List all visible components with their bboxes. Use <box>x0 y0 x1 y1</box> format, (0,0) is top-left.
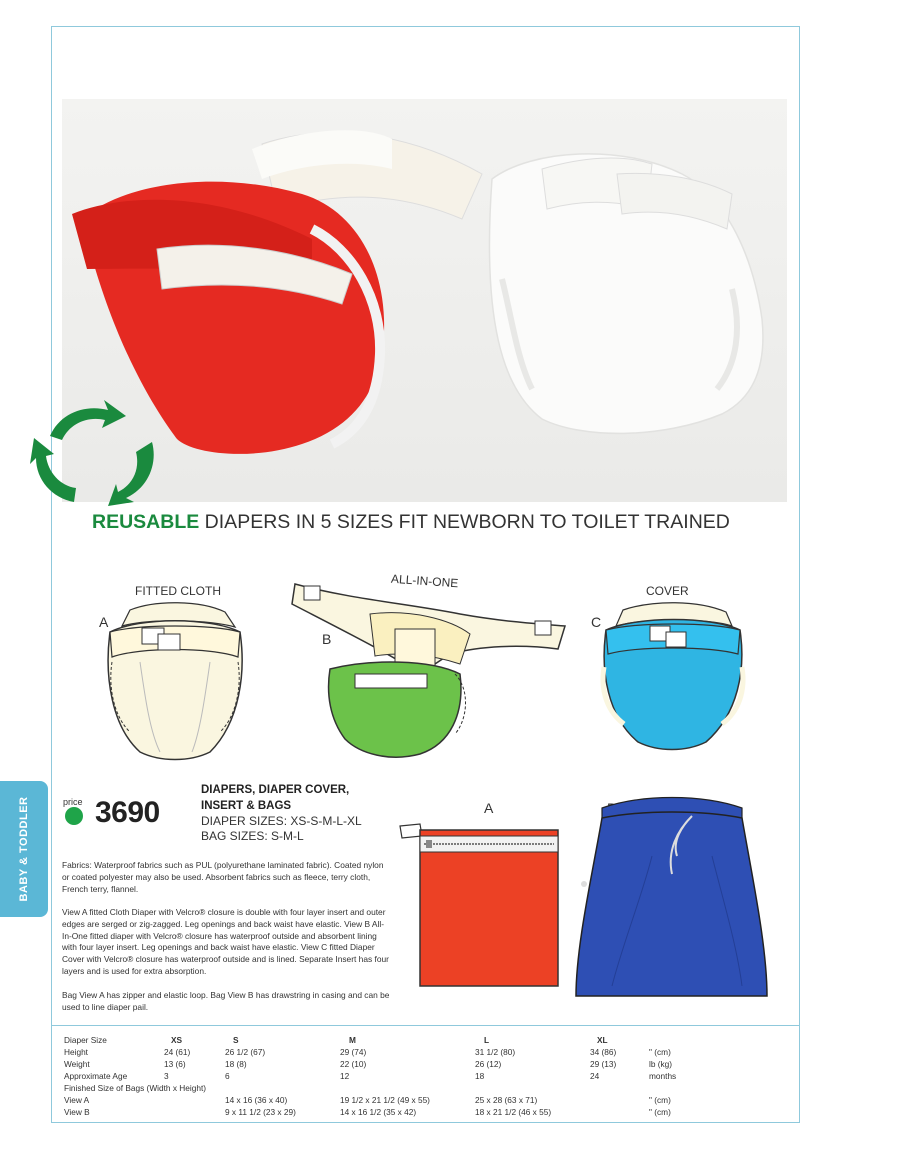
height-m: 29 (74) <box>340 1047 367 1057</box>
height-xs: 24 (61) <box>164 1047 191 1057</box>
view-b-title: ALL-IN-ONE <box>390 571 459 591</box>
category-tab-label: BABY & TODDLER <box>18 796 30 902</box>
view-a-s: 14 x 16 (36 x 40) <box>225 1095 288 1105</box>
price-label: price <box>63 797 83 807</box>
view-c-letter: C <box>591 614 602 630</box>
age-xl: 24 <box>590 1071 600 1081</box>
pattern-number: 3690 <box>95 796 160 829</box>
age-l: 18 <box>475 1071 485 1081</box>
view-b-l: 18 x 21 1/2 (46 x 55) <box>475 1107 552 1117</box>
pattern-title <box>201 782 349 814</box>
views-description: View A fitted Cloth Diaper with Velcro® closure is double with four layer insert and outer edges are serged or zig-zagged. Leg openings and back waist have elastic. View B All-In-One fitted diaper with Velcro® closure has waterproof outside and absorbent lining with four layer insert. Leg openings and back waist have elastic. View C fitted Diaper Cover with Velcro® closure has waterproof outside and is lined. Separate Insert has four layers and is used for extra absorption. <box>62 907 389 976</box>
category-tab[interactable] <box>0 781 48 917</box>
height-l: 31 1/2 (80) <box>475 1047 516 1057</box>
view-a-letter: A <box>99 614 109 630</box>
headline <box>92 511 730 534</box>
height-s: 26 1/2 (67) <box>225 1047 266 1057</box>
zipper-bag-illustration <box>398 818 563 988</box>
view-b-m: 14 x 16 1/2 (35 x 42) <box>340 1107 417 1117</box>
weight-xl: 29 (13) <box>590 1059 617 1069</box>
view-b-unit: " (cm) <box>649 1107 671 1117</box>
recycle-arrows-icon <box>30 398 158 506</box>
diaper-cover-illustration <box>598 602 748 752</box>
weight-label: Weight <box>64 1059 90 1069</box>
view-a-l: 25 x 28 (63 x 71) <box>475 1095 538 1105</box>
view-a-label: View A <box>64 1095 90 1105</box>
headline-emphasis: REUSABLE <box>92 511 200 533</box>
photo-diapers-illustration <box>62 99 787 502</box>
pattern-sizes <box>201 814 362 844</box>
fabric-description: Fabrics: Waterproof fabrics such as PUL (polyurethane laminated fabric). Coated nylon or coated polyester may also be used. Absorbent fabrics such as fleece, terry cloth, French terry, flannel. <box>62 860 384 894</box>
weight-xs: 13 (6) <box>164 1059 186 1069</box>
age-s: 6 <box>225 1071 230 1081</box>
headline-rest: DIAPERS IN 5 SIZES FIT NEWBORN TO TOILET TRAINED <box>199 511 730 533</box>
bags-description: Bag View A has zipper and elastic loop. Bag View B has drawstring in casing and can be used to line diaper pail. <box>62 990 390 1012</box>
height-unit: " (cm) <box>649 1047 671 1057</box>
age-unit: months <box>649 1071 677 1081</box>
bag-sizes: BAG SIZES: S-M-L <box>201 829 304 843</box>
view-a-title: FITTED CLOTH <box>135 584 221 598</box>
fitted-cloth-diaper-illustration <box>100 602 250 762</box>
height-xl: 34 (86) <box>590 1047 617 1057</box>
weight-unit: lb (kg) <box>649 1059 673 1069</box>
pattern-title-line2: INSERT & BAGS <box>201 800 292 812</box>
size-header-s: S <box>233 1035 239 1045</box>
size-header-l: L <box>484 1035 490 1045</box>
weight-s: 18 (8) <box>225 1059 247 1069</box>
view-c-title: COVER <box>646 584 689 598</box>
view-a-unit: " (cm) <box>649 1095 671 1105</box>
view-a-m: 19 1/2 x 21 1/2 (49 x 55) <box>340 1095 430 1105</box>
product-photo <box>62 99 787 502</box>
weight-l: 26 (12) <box>475 1059 502 1069</box>
size-header-label: Diaper Size <box>64 1035 107 1045</box>
age-xs: 3 <box>164 1071 169 1081</box>
view-b-s: 9 x 11 1/2 (23 x 29) <box>225 1107 296 1117</box>
size-header-xs: XS <box>171 1035 183 1045</box>
diaper-sizes: DIAPER SIZES: XS-S-M-L-XL <box>201 814 362 828</box>
age-label: Approximate Age <box>64 1071 128 1081</box>
view-b-label: View B <box>64 1107 90 1117</box>
age-m: 12 <box>340 1071 350 1081</box>
price-dot-icon <box>65 807 83 825</box>
pattern-title-line1: DIAPERS, DIAPER COVER, <box>201 784 350 796</box>
size-header-xl: XL <box>597 1035 608 1045</box>
size-header-m: M <box>349 1035 356 1045</box>
drawstring-bag-illustration <box>572 796 772 1001</box>
view-b-letter: B <box>322 631 332 647</box>
height-label: Height <box>64 1047 88 1057</box>
table-divider <box>51 1025 800 1026</box>
weight-m: 22 (10) <box>340 1059 367 1069</box>
bag-a-letter: A <box>484 800 494 816</box>
all-in-one-diaper-illustration <box>290 571 570 764</box>
bags-heading: Finished Size of Bags (Width x Height) <box>64 1083 207 1093</box>
